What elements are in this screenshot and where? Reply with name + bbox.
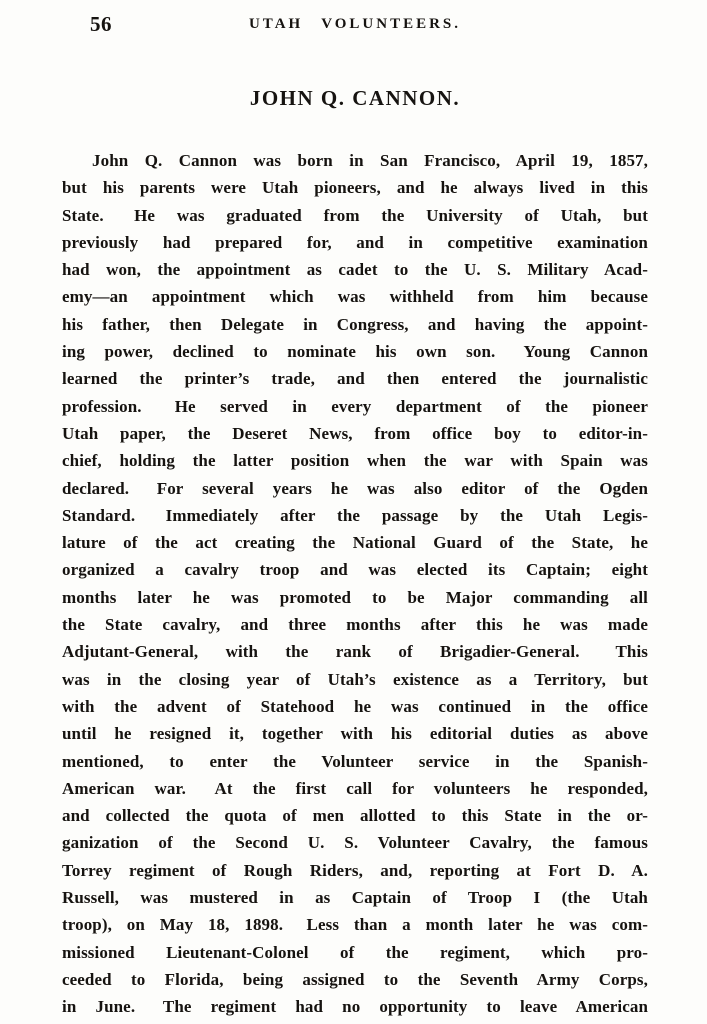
body-line: until he resigned it, together with his editorial duties as above <box>62 724 648 744</box>
body-line: organized a cavalry troop and was elected its Captain; eight <box>62 560 648 580</box>
body-line: American war. At the first call for volunteers he responded, <box>62 778 648 798</box>
body-line: troop), on May 18, 1898. Less than a month later he was com- <box>62 915 648 935</box>
body-line: Standard. Immediately after the passage by the Utah Legis- <box>62 505 648 525</box>
page-number: 56 <box>90 12 112 36</box>
running-header: UTAH VOLUNTEERS. <box>248 16 462 32</box>
body-line: Torrey regiment of Rough Riders, and, reporting at Fort D. A. <box>62 860 648 880</box>
body-line: declared. For several years he was also editor of the Ogden <box>62 478 648 498</box>
body-line: emy—an appointment which was withheld from him because <box>62 287 648 307</box>
body-line: State. He was graduated from the University of Utah, but <box>62 205 648 225</box>
body-line: and collected the quota of men allotted to this State in the or- <box>62 806 648 826</box>
body-line: profession. He served in every department of the pioneer <box>62 396 648 416</box>
body-line: had won, the appointment as cadet to the U. S. Military Acad- <box>62 260 648 280</box>
body-line: John Q. Cannon was born in San Francisco, April 19, 1857, <box>92 151 648 170</box>
body-line: ing power, declined to nominate his own son. Young Cannon <box>62 342 648 362</box>
body-line: Russell, was mustered in as Captain of Troop I (the Utah <box>62 888 648 908</box>
body-line: chief, holding the latter position when the war with Spain was <box>62 451 648 471</box>
body-line: previously had prepared for, and in competitive examination <box>62 232 648 252</box>
body-line: ceeded to Florida, being assigned to the Seventh Army Corps, <box>62 969 648 989</box>
body-text <box>62 147 648 1021</box>
body-line: the State cavalry, and three months after this he was made <box>62 615 648 635</box>
body-line: learned the printer’s trade, and then entered the journalistic <box>62 369 648 389</box>
body-line: his father, then Delegate in Congress, and having the appoint- <box>62 314 648 334</box>
body-line: but his parents were Utah pioneers, and he always lived in this <box>62 178 648 198</box>
body-line: months later he was promoted to be Major commanding all <box>62 587 648 607</box>
page-header <box>62 14 648 40</box>
body-line: mentioned, to enter the Volunteer service in the Spanish- <box>62 751 648 771</box>
body-line: with the advent of Statehood he was continued in the office <box>62 696 648 716</box>
body-line: missioned Lieutenant-Colonel of the regiment, which pro- <box>62 942 648 962</box>
body-line: ganization of the Second U. S. Volunteer Cavalry, the famous <box>62 833 648 853</box>
body-line: Adjutant-General, with the rank of Brigadier-General. This <box>62 642 648 662</box>
body-line: was in the closing year of Utah’s existence as a Territory, but <box>62 669 648 689</box>
body-line: in June. The regiment had no opportunity to leave American <box>62 997 648 1017</box>
body-line: lature of the act creating the National Guard of the State, he <box>62 533 648 553</box>
body-line: Utah paper, the Deseret News, from office boy to editor-in- <box>62 423 648 443</box>
section-title: JOHN Q. CANNON. <box>249 86 461 110</box>
